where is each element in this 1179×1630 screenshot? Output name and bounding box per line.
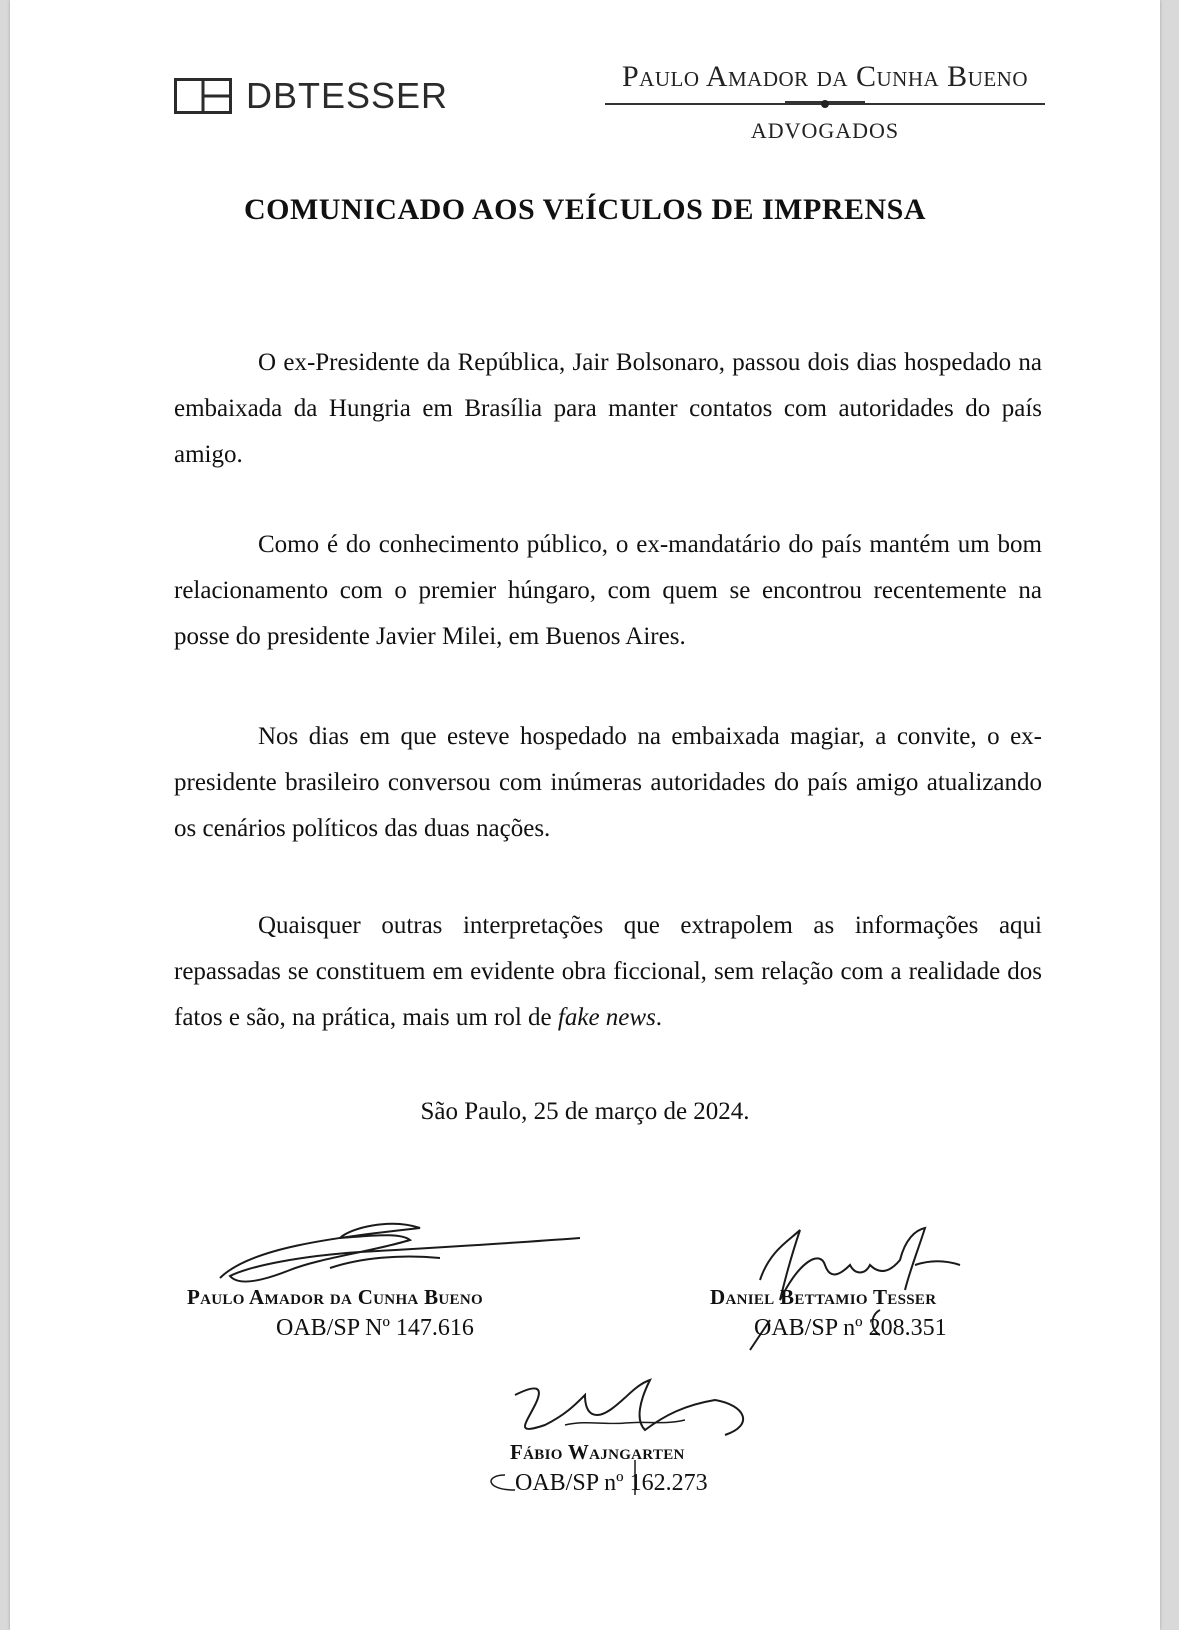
paragraph-1: O ex-Presidente da República, Jair Bolsonaro, passou dois dias hospedado na embaixada da Hungria em Brasília para manter contatos com autoridades do país amigo.: [174, 349, 1042, 468]
signatory-3-oab: OAB/SP nº 162.273: [515, 1470, 708, 1496]
paragraph-1-block: [174, 340, 1042, 478]
document-title: COMUNICADO AOS VEÍCULOS DE IMPRENSA: [243, 193, 927, 226]
paragraph-4-italic: fake news: [557, 1004, 656, 1031]
paragraph-2: Como é do conhecimento público, o ex-mandatário do país mantém um bom relacionamento com o premier húngaro, com quem se encontrou recentemente na posse do presidente Javier Milei, em Buenos Aires.: [174, 531, 1042, 650]
firm-rule-divider: [605, 97, 1045, 111]
signatory-2-name: Daniel Bettamio Tesser: [710, 1285, 937, 1309]
dbtesser-logo-mark-icon: [174, 78, 232, 114]
document-page: [10, 0, 1160, 1630]
date-line: São Paulo, 25 de março de 2024.: [420, 1098, 750, 1125]
paragraph-3: Nos dias em que esteve hospedado na embaixada magiar, a convite, o ex-presidente brasileiro conversou com inúmeras autoridades do país amigo atualizando os cenários políticos das duas nações.: [174, 723, 1042, 842]
paragraph-3-block: [174, 714, 1042, 852]
dbtesser-logo: [174, 75, 449, 116]
dbtesser-logo-text: DBTESSER: [246, 75, 449, 116]
paragraph-4-block: [174, 903, 1042, 1041]
paragraph-4-end: .: [655, 1004, 663, 1031]
signatory-1-oab: OAB/SP Nº 147.616: [276, 1315, 474, 1341]
signatory-1-name: Paulo Amador da Cunha Bueno: [187, 1285, 483, 1309]
signatory-3-name: Fábio Wajngarten: [510, 1440, 685, 1464]
firm-logo: [590, 60, 1060, 144]
firm-name: Paulo Amador da Cunha Bueno: [621, 60, 1029, 93]
firm-subtitle: ADVOGADOS: [750, 118, 900, 143]
signatory-2-oab: OAB/SP nº 208.351: [754, 1315, 947, 1341]
paragraph-4-text: Quaisquer outras interpretações que extrapolem as informações aqui repassadas se constituem em evidente obra ficcional, sem relação com a realidade dos fatos e são, na prática, mais um rol de: [174, 912, 1042, 1031]
paragraph-4: [174, 903, 1042, 1041]
paragraph-2-block: [174, 522, 1042, 660]
